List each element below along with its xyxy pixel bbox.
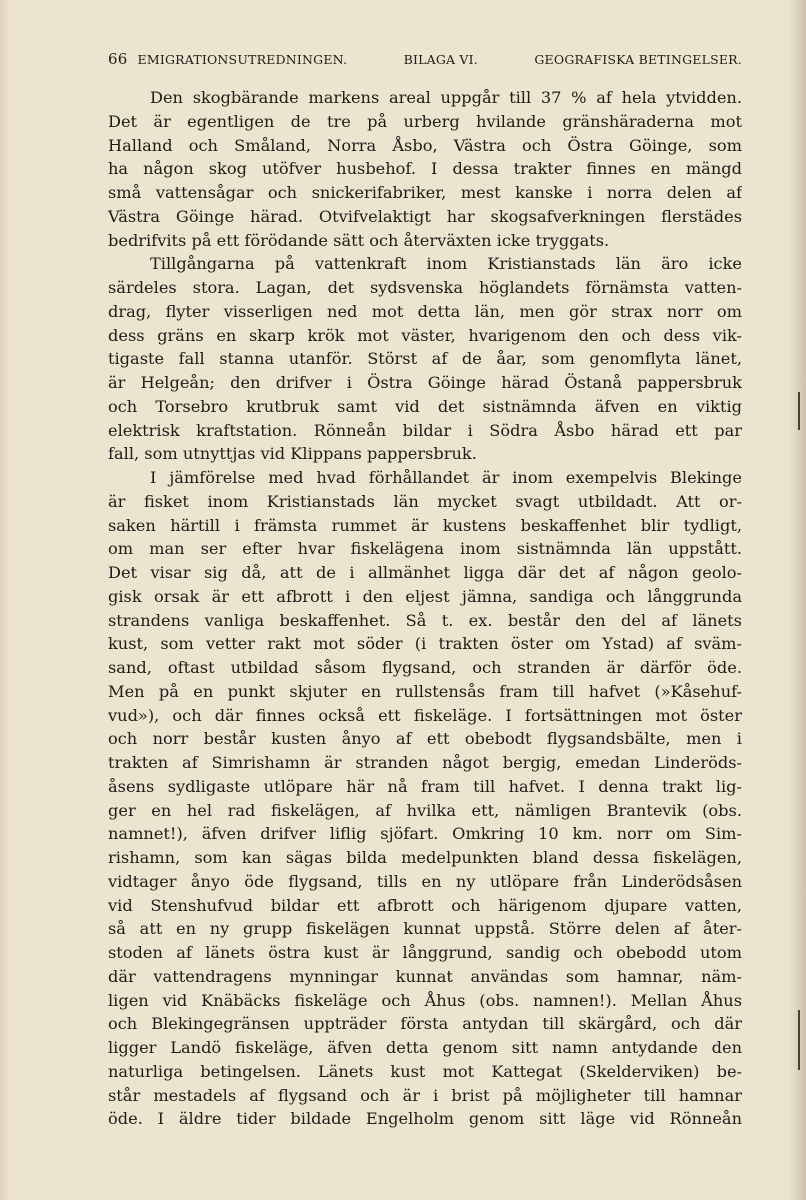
text-line: så att en ny grupp fiskelägen kunnat uppstå. Större delen af åter- (108, 919, 742, 939)
text-line: trakten af Simrishamn är stranden något bergig, emedan Linderöds- (108, 753, 742, 772)
text-line: gisk orsak är ett afbrott i den eljest jämna, sandiga och långgrunda (108, 586, 742, 606)
text-line: Västra Göinge härad. Otvifvelaktigt har skogsafverkningen flerstädes (108, 206, 742, 226)
running-title (138, 52, 743, 67)
text-line: bedrifvits på ett förödande sätt och återväxten icke tryggats. (108, 230, 610, 250)
text-line: öde. I äldre tider bildade Engelholm genom sitt läge vid Rönneån (108, 1109, 742, 1129)
text-line: Tillgångarna på vattenkraft inom Kristianstads län äro icke (150, 254, 742, 274)
text-line: strandens vanliga beskaffenhet. Så t. ex. består den del af länets (108, 610, 742, 630)
text-line: saken härtill i främsta rummet är kustens beskaffenhet blir tydligt, (108, 515, 742, 535)
text-line: stoden af länets östra kust är långgrund, sandig och obebodd utom (108, 943, 742, 962)
text-line: och norr består kusten ånyo af ett obebodt flygsandsbälte, men i (108, 729, 742, 749)
text-line: Det är egentligen de tre på urberg hvilande gränshäraderna mot (108, 111, 742, 131)
page-number: 66 (108, 50, 128, 68)
text-line: elektrisk kraftstation. Rönneån bildar i Södra Åsbo härad ett par (108, 420, 742, 440)
text-line: Den skogbärande markens areal uppgår till 37 % af hela ytvidden. (150, 88, 742, 107)
text-line: ha någon skog utöfver husbehof. I dessa trakter finnes en mängd (108, 159, 742, 179)
text-line: I jämförelse med hvad förhållandet är inom exempelvis Blekinge (150, 468, 742, 487)
text-line: namnet!), äfven drifver liflig sjöfart. Omkring 10 km. norr om Sim- (108, 824, 742, 844)
text-line: kust, som vetter rakt mot söder (i trakten öster om Ystad) af sväm- (108, 634, 742, 654)
text-line: Det visar sig då, att de i allmänhet ligga där det af någon geolo- (108, 563, 742, 582)
body-text (108, 86, 742, 1131)
scan-mark (798, 1010, 800, 1070)
text-line: och Blekingegränsen uppträder första antydan till skärgård, och där (108, 1014, 742, 1034)
text-line: ger en hel rad fiskelägen, af hvilka ett, nämligen Brantevik (obs. (108, 800, 742, 820)
text-line: vidtager ånyo öde flygsand, tills en ny utlöpare från Linderödsåsen (108, 871, 742, 891)
page-edge-shadow (788, 0, 806, 1200)
text-line: är Helgeån; den drifver i Östra Göinge härad Östanå pappersbruk (108, 373, 742, 392)
text-line: särdeles stora. Lagan, det sydsvenska höglandets förnämsta vatten- (108, 278, 742, 297)
text-line: och Torsebro krutbruk samt vid det sistnämnda äfven en viktig (108, 396, 742, 416)
text-line: naturliga betingelsen. Länets kust mot Kattegat (Skelderviken) be- (108, 1061, 742, 1081)
text-line: små vattensågar och snickerifabriker, mest kanske i norra delen af (108, 183, 742, 202)
text-line: vid Stenshufvud bildar ett afbrott och härigenom djupare vatten, (108, 895, 742, 915)
page-gutter-shadow (0, 0, 10, 1200)
text-line: där vattendragens mynningar kunnat användas som hamnar, näm- (108, 966, 742, 986)
running-title-mid: BILAGA VI. (403, 52, 478, 67)
running-title-left: EMIGRATIONSUTREDNINGEN. (137, 52, 348, 67)
text-line: tigaste fall stanna utanför. Störst af de åar, som genomflyta länet, (108, 349, 742, 369)
text-line: dess gräns en skarp krök mot väster, hvarigenom den och dess vik- (108, 325, 742, 345)
text-line: Men på en punkt skjuter en rullstensås fram till hafvet (»Kåsehuf- (108, 681, 742, 701)
text-line: sand, oftast utbildad såsom flygsand, och stranden är därför öde. (108, 658, 742, 677)
text-line: ligger Landö fiskeläge, äfven detta genom sitt namn antydande den (108, 1038, 742, 1057)
running-header (108, 50, 742, 68)
text-line: rishamn, som kan sägas bilda medelpunkten bland dessa fiskelägen, (108, 848, 742, 867)
text-line: vud»), och där finnes också ett fiskeläge. I fortsättningen mot öster (108, 705, 742, 725)
text-line: drag, flyter visserligen ned mot detta län, men gör strax norr om (108, 301, 742, 321)
running-title-right: GEOGRAFISKA BETINGELSER. (534, 52, 742, 67)
text-line: fall, som utnyttjas vid Klippans pappersbruk. (108, 444, 477, 464)
scan-mark (798, 392, 800, 430)
text-line: ligen vid Knäbäcks fiskeläge och Åhus (obs. namnen!). Mellan Åhus (108, 990, 742, 1010)
text-line: Halland och Småland, Norra Åsbo, Västra och Östra Göinge, som (108, 135, 742, 155)
text-line: är fisket inom Kristianstads län mycket svagt utbildadt. Att or- (108, 491, 742, 511)
text-line: om man ser efter hvar fiskelägena inom sistnämnda län uppstått. (108, 539, 742, 559)
text-line: åsens sydligaste utlöpare här nå fram till hafvet. I denna trakt lig- (108, 776, 742, 796)
text-line: står mestadels af flygsand och är i brist på möjligheter till hamnar (108, 1085, 742, 1105)
